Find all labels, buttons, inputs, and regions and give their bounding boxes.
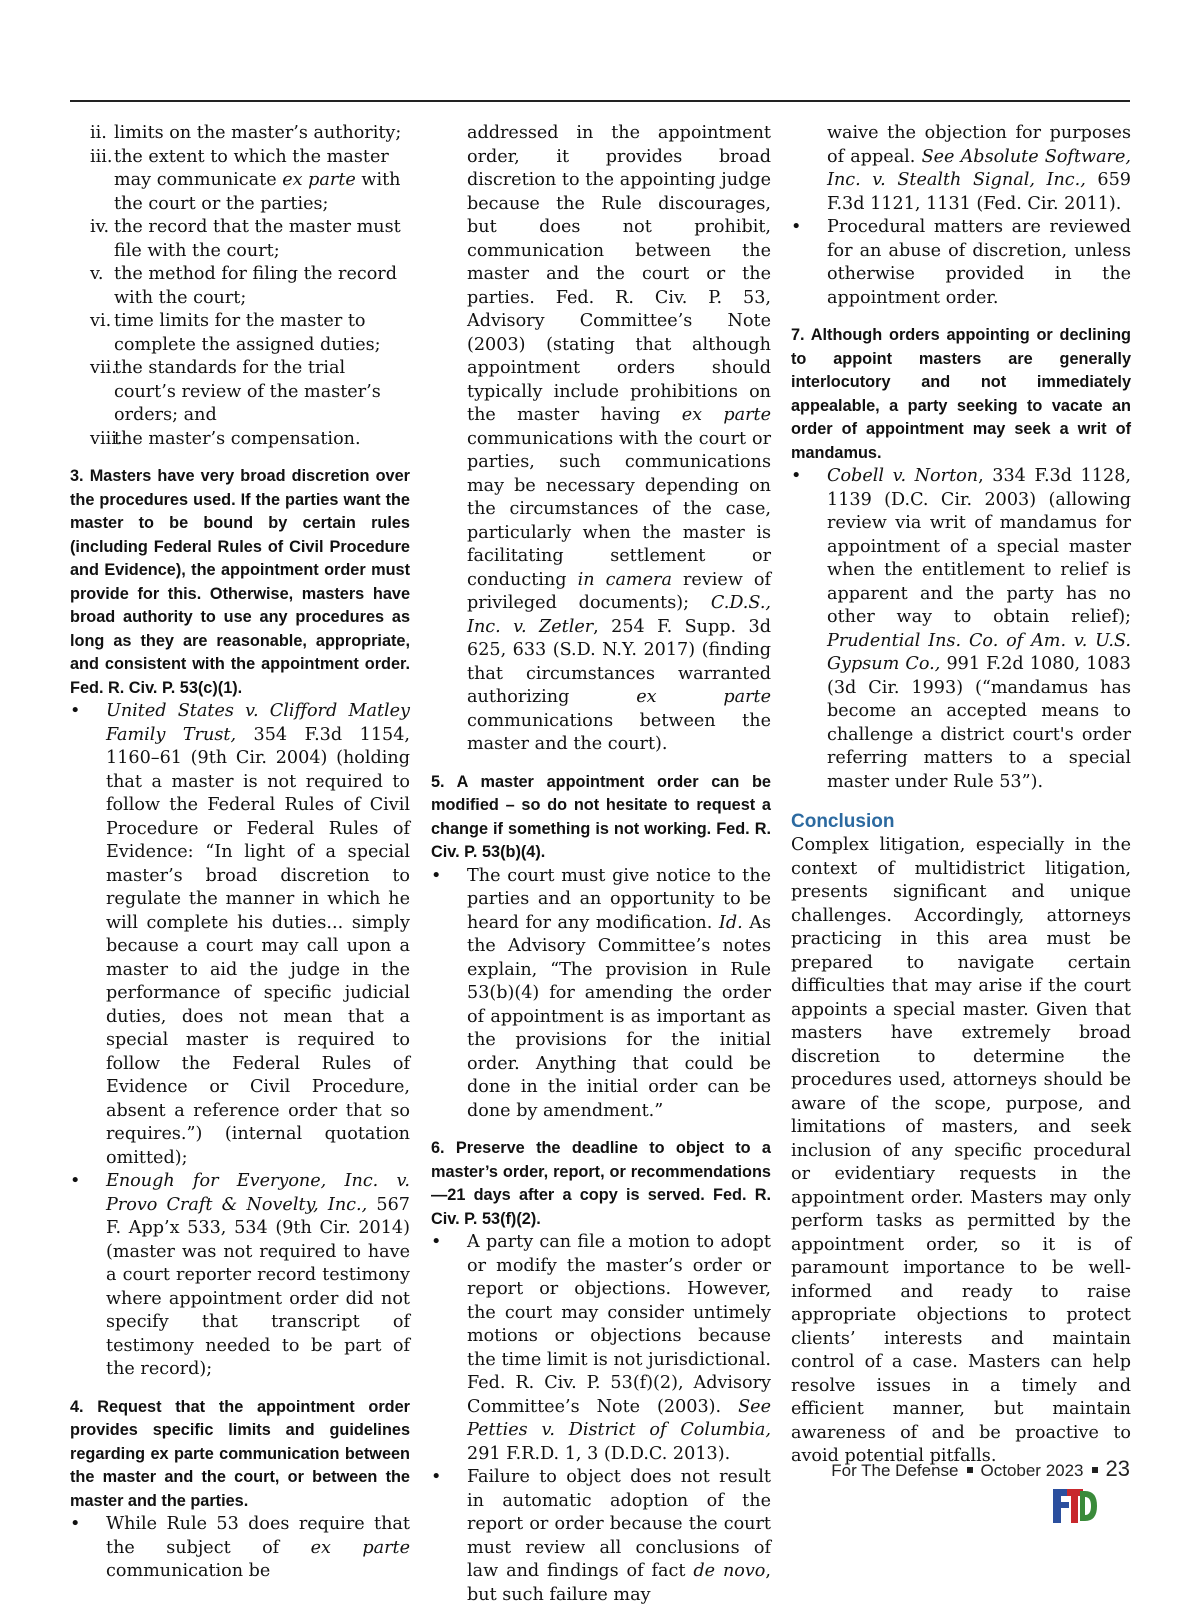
page-footer	[831, 1456, 1130, 1482]
conclusion-heading: Conclusion	[791, 811, 895, 832]
section-heading-4: 4. Request that the appointment order provides specific limits and guidelines regarding ex parte communication between the master and the court, or between the master and the parties.	[70, 1397, 410, 1510]
separator-icon	[1092, 1467, 1098, 1473]
header-rule	[70, 100, 1130, 102]
column-3	[791, 122, 1131, 1523]
bullet-item: • Failure to object does not result in automatic adoption of the report or order because the court must review all conclusions of law and findings of fact de novo, but such failure may	[431, 1467, 771, 1605]
separator-icon	[967, 1467, 973, 1473]
bullet-item: • The court must give notice to the parties and an opportunity to be heard for any modification. Id. As the Advisory Committee’s notes explain, “The provision in Rule 53(b)(4) for amending the order of appointment is as important as the provisions for the initial order. Anything that could be done in the initial order can be done by amendment.”	[431, 865, 771, 1121]
list-item: vi. time limits for the master to complete the assigned duties;	[90, 311, 381, 355]
publication-name: For The Defense	[831, 1461, 959, 1480]
section-heading-3: 3. Masters have very broad discretion over the procedures used. If the parties want the master to be bound by certain rules (including Federal Rules of Civil Procedure and Evidence), the appointment order must provide for this. Otherwise, masters have broad authority to use any procedures as long as they are reasonable, appropriate, and consistent with the appointment order. Fed. R. Civ. P. 53(c)(1).	[70, 467, 410, 697]
bullet-item: • Enough for Everyone, Inc. v. Provo Craft & Novelty, Inc., 567 F. App’x 533, 534 (9th Cir. 2014) (master was not required to have a court reporter record testimony where appointment order did not specify that transcript of testimony needed to be part of the record);	[70, 1171, 410, 1379]
bullet-item: • United States v. Clifford Matley Family Trust, 354 F.3d 1154, 1160–61 (9th Cir. 2004) (holding that a master is not required to follow the Federal Rules of Civil Procedure or Federal Rules of Evidence: “In light of a special master’s broad discretion to regulate the manner in which he will complete his duties... simply because a court may call upon a master to aid the judge in the performance of specific judicial duties, does not mean that a special master is required to follow the Federal Rules of Evidence or Civil Procedure, absent a reference order that so requires.”) (internal quotation omitted);	[70, 701, 410, 1168]
section-heading-5: 5. A master appointment order can be modified – so do not hesitate to request a change if something is not working. Fed. R. Civ. P. 53(b)(4).	[431, 772, 771, 861]
bullet-item: • Procedural matters are reviewed for an abuse of discretion, unless otherwise provided in the appointment order.	[791, 217, 1131, 308]
bullet-icon: •	[431, 1232, 442, 1252]
bullet-icon: •	[791, 466, 802, 486]
bullet-icon: •	[70, 1171, 81, 1191]
issue-date: October 2023	[980, 1461, 1084, 1480]
conclusion-paragraph: Complex litigation, especially in the context of multidistrict litigation, presents significant and unique challenges. Accordingly, attorneys practicing in this area must be prepared to navigate certain difficulties that may arise if the court appoints a special master. Given that masters have extremely broad discretion to determine the procedures used, attorneys should be aware of the scope, purpose, and limitations of masters, and seek inclusion of any specific procedural or evidentiary requests in the appointment order. Masters may only perform tasks as permitted by the appointment order, so it is of paramount importance to be well-informed and ready to raise appropriate objections to protect clients’ interests and maintain control of a case. Masters can help resolve issues in a timely and efficient manner, but maintain awareness of and be proactive to avoid potential pitfalls.	[791, 835, 1131, 1466]
section-heading-7: 7. Although orders appointing or declining to appoint masters are generally interlocutory and not immediately appealable, a party seeking to vacate an order of appointment may seek a writ of mandamus.	[791, 326, 1131, 462]
bullet-item: • Cobell v. Norton, 334 F.3d 1128, 1139 (D.C. Cir. 2003) (allowing review via writ of mandamus for appointment of a special master when the entitlement to relief is apparent and the party has no other way to obtain relief); Prudential Ins. Co. of Am. v. U.S. Gypsum Co., 991 F.2d 1080, 1083 (3d Cir. 1993) (“mandamus has become an accepted means to challenge a district court's order referring matters to a special master under Rule 53”).	[791, 466, 1132, 792]
bullet-item: • While Rule 53 does require that the subject of ex parte communication be	[70, 1514, 410, 1581]
bullet-icon: •	[70, 701, 81, 721]
column-2	[431, 122, 771, 1607]
list-item: ii. limits on the master’s authority;	[90, 123, 402, 143]
list-item: viii. the master’s compensation.	[90, 428, 361, 449]
list-item: v. the method for filing the record with the court;	[90, 264, 397, 308]
list-item: iv. the record that the master must file with the court;	[90, 217, 401, 261]
bullet-icon: •	[70, 1514, 81, 1534]
column-1	[70, 122, 410, 1584]
list-item: vii. the standards for the trial court’s review of the master’s orders; and	[90, 358, 381, 425]
bullet-item: • A party can file a motion to adopt or modify the master’s order or report or objections. However, the court may consider untimely motions or objections because the time limit is not jurisdictional. Fed. R. Civ. P. 53(f)(2), Advisory Committee’s Note (2003). See Petties v. District of Columbia, 291 F.R.D. 1, 3 (D.D.C. 2013).	[431, 1232, 771, 1464]
bullet-continuation: waive the objection for purposes of appeal. See Absolute Software, Inc. v. Stealth Signal, Inc., 659 F.3d 1121, 1131 (Fed. Cir. 2011).	[827, 123, 1131, 214]
bullet-icon: •	[791, 217, 802, 237]
page-number: 23	[1105, 1456, 1130, 1481]
section-heading-6: 6. Preserve the deadline to object to a master’s order, report, or recommendations—21 days after a copy is served. Fed. R. Civ. P. 53(f)(2).	[431, 1139, 771, 1228]
bullet-icon: •	[431, 1467, 442, 1487]
list-item: iii. the extent to which the master may communicate ex parte with the court or the parties;	[90, 146, 401, 214]
bullet-continuation: addressed in the appointment order, it provides broad discretion to the appointing judge because the Rule discourages, but does not prohibit, communication between the master and the court or the parties. Fed. R. Civ. P. 53, Advisory Committee’s Note (2003) (stating that although appointment orders should typically include prohibitions on the master having ex parte communications with the court or parties, such communications may be necessary depending on the circumstances of the case, particularly when the master is facilitating settlement or conducting in camera review of privileged documents); C.D.S., Inc. v. Zetler, 254 F. Supp. 3d 625, 633 (S.D. N.Y. 2017) (finding that circumstances warranted authorizing ex parte communications between the master and the court).	[467, 123, 772, 754]
ftd-logo-icon	[1053, 1489, 1097, 1523]
bullet-icon: •	[431, 865, 442, 886]
